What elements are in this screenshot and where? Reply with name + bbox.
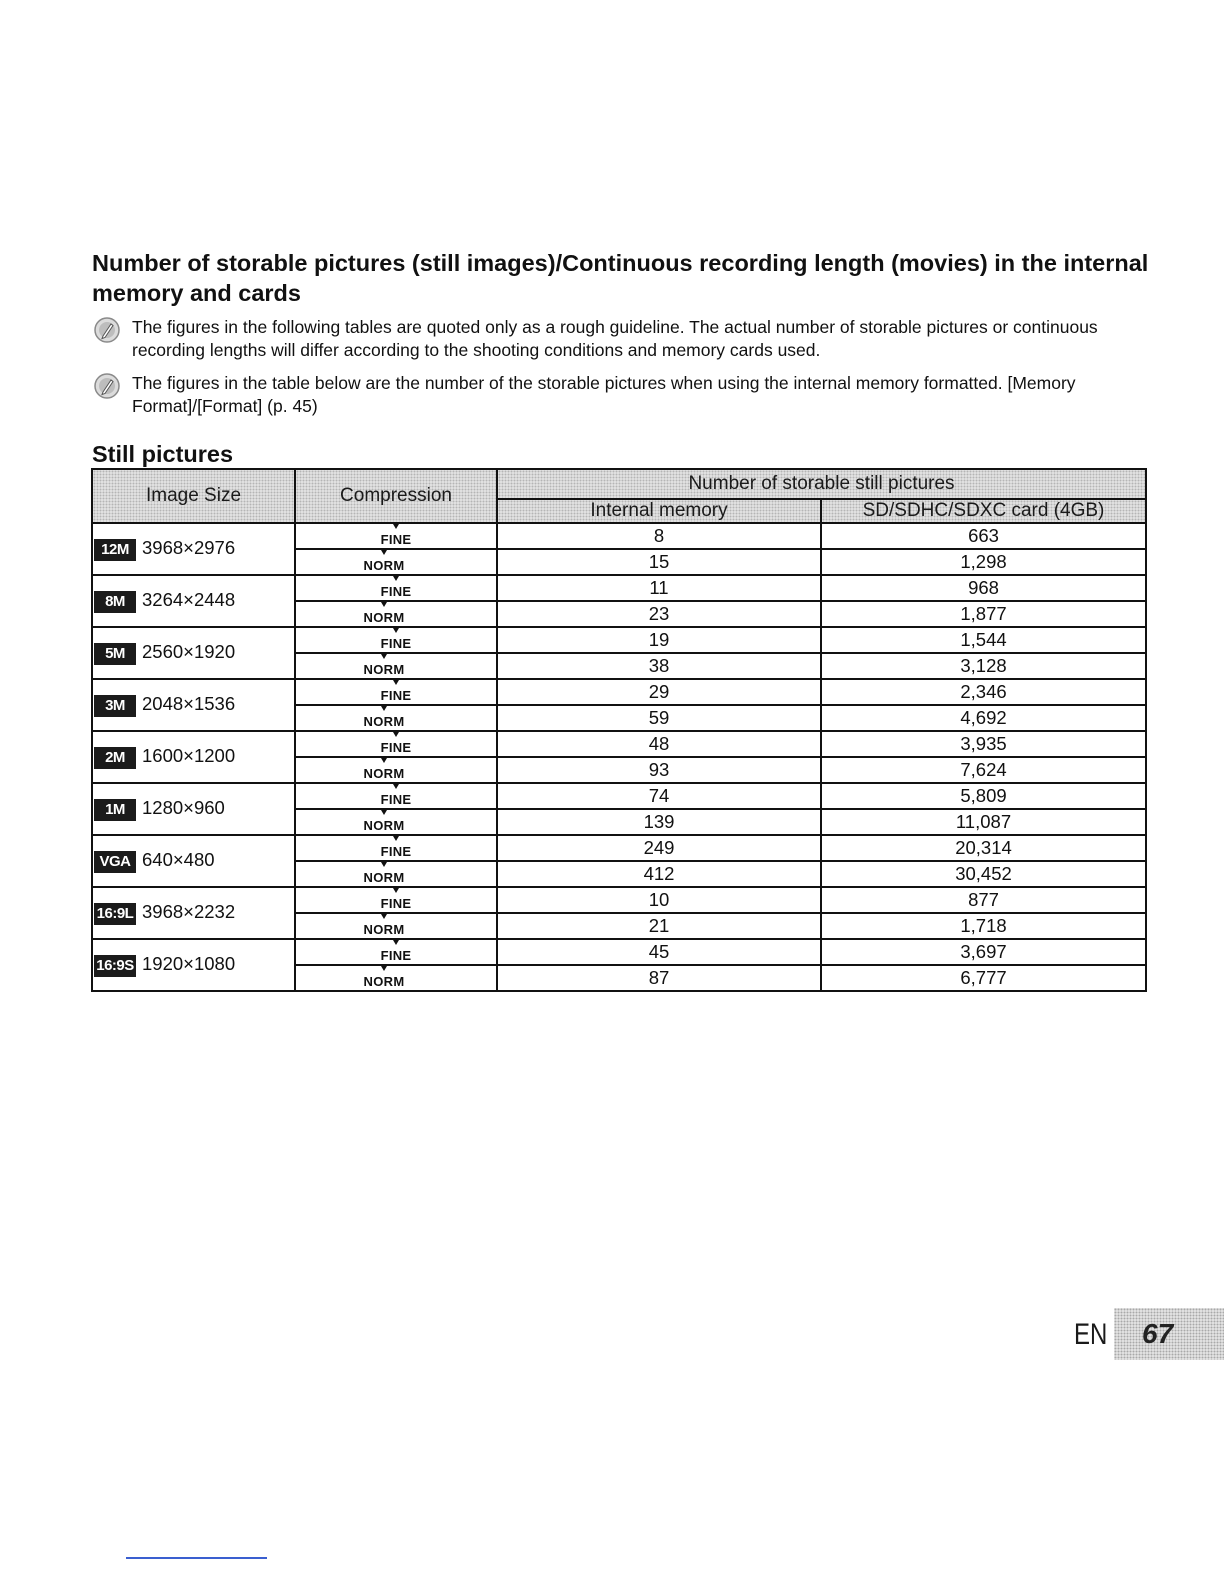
compression-norm-cell	[295, 549, 497, 575]
image-size-cell	[92, 575, 295, 627]
image-size-cell	[92, 783, 295, 835]
card-value: 20,314	[821, 835, 1146, 861]
header-compression: Compression	[295, 469, 497, 523]
compression-fine-cell	[295, 783, 497, 809]
compression-fine-cell	[295, 679, 497, 705]
image-size-cell	[92, 523, 295, 575]
table-row	[92, 679, 1146, 705]
normal-compression-icon: NORM	[364, 815, 405, 837]
image-size-cell	[92, 627, 295, 679]
normal-compression-icon: NORM	[364, 763, 405, 785]
storable-pictures-table	[91, 468, 1147, 992]
image-size-icon: 16:9L	[94, 903, 136, 925]
header-image-size: Image Size	[92, 469, 295, 523]
card-value: 5,809	[821, 783, 1146, 809]
internal-memory-value: 21	[497, 913, 821, 939]
image-size-icon: 5M	[94, 643, 136, 665]
internal-memory-value: 8	[497, 523, 821, 549]
compression-fine-cell	[295, 939, 497, 965]
header-storable-group: Number of storable still pictures	[497, 469, 1146, 499]
internal-memory-value: 249	[497, 835, 821, 861]
fine-compression-icon: FINE	[381, 841, 412, 863]
image-size-icon: 1M	[94, 799, 136, 821]
image-size-cell	[92, 939, 295, 991]
compression-fine-cell	[295, 887, 497, 913]
image-size-value: 1920×1080	[142, 953, 236, 975]
image-size-value: 3968×2232	[142, 901, 236, 923]
card-value: 2,346	[821, 679, 1146, 705]
internal-memory-value: 45	[497, 939, 821, 965]
table-row	[92, 939, 1146, 965]
page-heading: Number of storable pictures (still images)/Continuous recording length (movies) in the internal memory and cards	[92, 250, 1149, 306]
normal-compression-icon: NORM	[364, 607, 405, 629]
card-value: 968	[821, 575, 1146, 601]
internal-memory-value: 74	[497, 783, 821, 809]
image-size-value: 2048×1536	[142, 693, 236, 715]
divider	[126, 1557, 267, 1559]
compression-norm-cell	[295, 601, 497, 627]
fine-compression-icon: FINE	[381, 945, 412, 967]
image-size-cell	[92, 887, 295, 939]
image-size-icon: VGA	[94, 851, 136, 873]
table-row	[92, 731, 1146, 757]
note-icon	[92, 315, 122, 345]
compression-norm-cell	[295, 809, 497, 835]
fine-compression-icon: FINE	[381, 893, 412, 915]
image-size-icon: 12M	[94, 539, 136, 561]
card-value: 1,298	[821, 549, 1146, 575]
compression-fine-cell	[295, 835, 497, 861]
normal-compression-icon: NORM	[364, 867, 405, 889]
card-value: 30,452	[821, 861, 1146, 887]
note-text: The figures in the following tables are quoted only as a rough guideline. The actual number of storable pictures or continuous recording lengths will differ according to the shooting conditions and memory cards used.	[132, 317, 1098, 360]
card-value: 7,624	[821, 757, 1146, 783]
card-value: 3,935	[821, 731, 1146, 757]
internal-memory-value: 59	[497, 705, 821, 731]
compression-norm-cell	[295, 705, 497, 731]
note-text: The figures in the table below are the number of the storable pictures when using the internal memory formatted. [Memory Format]/[Format] (p. 45)	[132, 373, 1076, 416]
header-card: SD/SDHC/SDXC card (4GB)	[821, 499, 1146, 523]
image-size-value: 3264×2448	[142, 589, 236, 611]
internal-memory-value: 15	[497, 549, 821, 575]
normal-compression-icon: NORM	[364, 555, 405, 577]
internal-memory-value: 412	[497, 861, 821, 887]
image-size-value: 2560×1920	[142, 641, 236, 663]
internal-memory-value: 10	[497, 887, 821, 913]
normal-compression-icon: NORM	[364, 919, 405, 941]
language-label: EN	[1074, 1318, 1108, 1351]
image-size-icon: 16:9S	[94, 955, 136, 977]
card-value: 4,692	[821, 705, 1146, 731]
internal-memory-value: 19	[497, 627, 821, 653]
compression-fine-cell	[295, 627, 497, 653]
table-row	[92, 835, 1146, 861]
table-row	[92, 523, 1146, 549]
fine-compression-icon: FINE	[381, 737, 412, 759]
card-value: 11,087	[821, 809, 1146, 835]
compression-norm-cell	[295, 653, 497, 679]
internal-memory-value: 48	[497, 731, 821, 757]
table-row	[92, 783, 1146, 809]
card-value: 3,128	[821, 653, 1146, 679]
image-size-icon: 8M	[94, 591, 136, 613]
image-size-icon: 2M	[94, 747, 136, 769]
fine-compression-icon: FINE	[381, 685, 412, 707]
fine-compression-icon: FINE	[381, 633, 412, 655]
internal-memory-value: 38	[497, 653, 821, 679]
fine-compression-icon: FINE	[381, 581, 412, 603]
normal-compression-icon: NORM	[364, 711, 405, 733]
section-title: Still pictures	[92, 441, 234, 467]
card-value: 6,777	[821, 965, 1146, 991]
image-size-value: 1600×1200	[142, 745, 236, 767]
card-value: 877	[821, 887, 1146, 913]
internal-memory-value: 139	[497, 809, 821, 835]
page-number: 67	[1114, 1308, 1224, 1360]
table-row	[92, 887, 1146, 913]
compression-fine-cell	[295, 523, 497, 549]
image-size-value: 1280×960	[142, 797, 225, 819]
image-size-cell	[92, 731, 295, 783]
internal-memory-value: 87	[497, 965, 821, 991]
internal-memory-value: 93	[497, 757, 821, 783]
compression-fine-cell	[295, 575, 497, 601]
card-value: 1,877	[821, 601, 1146, 627]
card-value: 3,697	[821, 939, 1146, 965]
fine-compression-icon: FINE	[381, 529, 412, 551]
card-value: 663	[821, 523, 1146, 549]
normal-compression-icon: NORM	[364, 971, 405, 993]
image-size-cell	[92, 679, 295, 731]
compression-norm-cell	[295, 757, 497, 783]
internal-memory-value: 11	[497, 575, 821, 601]
fine-compression-icon: FINE	[381, 789, 412, 811]
compression-fine-cell	[295, 731, 497, 757]
header-internal-memory: Internal memory	[497, 499, 821, 523]
table-row	[92, 575, 1146, 601]
table-body	[92, 523, 1146, 991]
normal-compression-icon: NORM	[364, 659, 405, 681]
image-size-value: 640×480	[142, 849, 215, 871]
image-size-value: 3968×2976	[142, 537, 236, 559]
internal-memory-value: 29	[497, 679, 821, 705]
image-size-cell	[92, 835, 295, 887]
card-value: 1,718	[821, 913, 1146, 939]
compression-norm-cell	[295, 965, 497, 991]
internal-memory-value: 23	[497, 601, 821, 627]
card-value: 1,544	[821, 627, 1146, 653]
image-size-icon: 3M	[94, 695, 136, 717]
compression-norm-cell	[295, 861, 497, 887]
note-icon	[92, 371, 122, 401]
table-row	[92, 627, 1146, 653]
compression-norm-cell	[295, 913, 497, 939]
